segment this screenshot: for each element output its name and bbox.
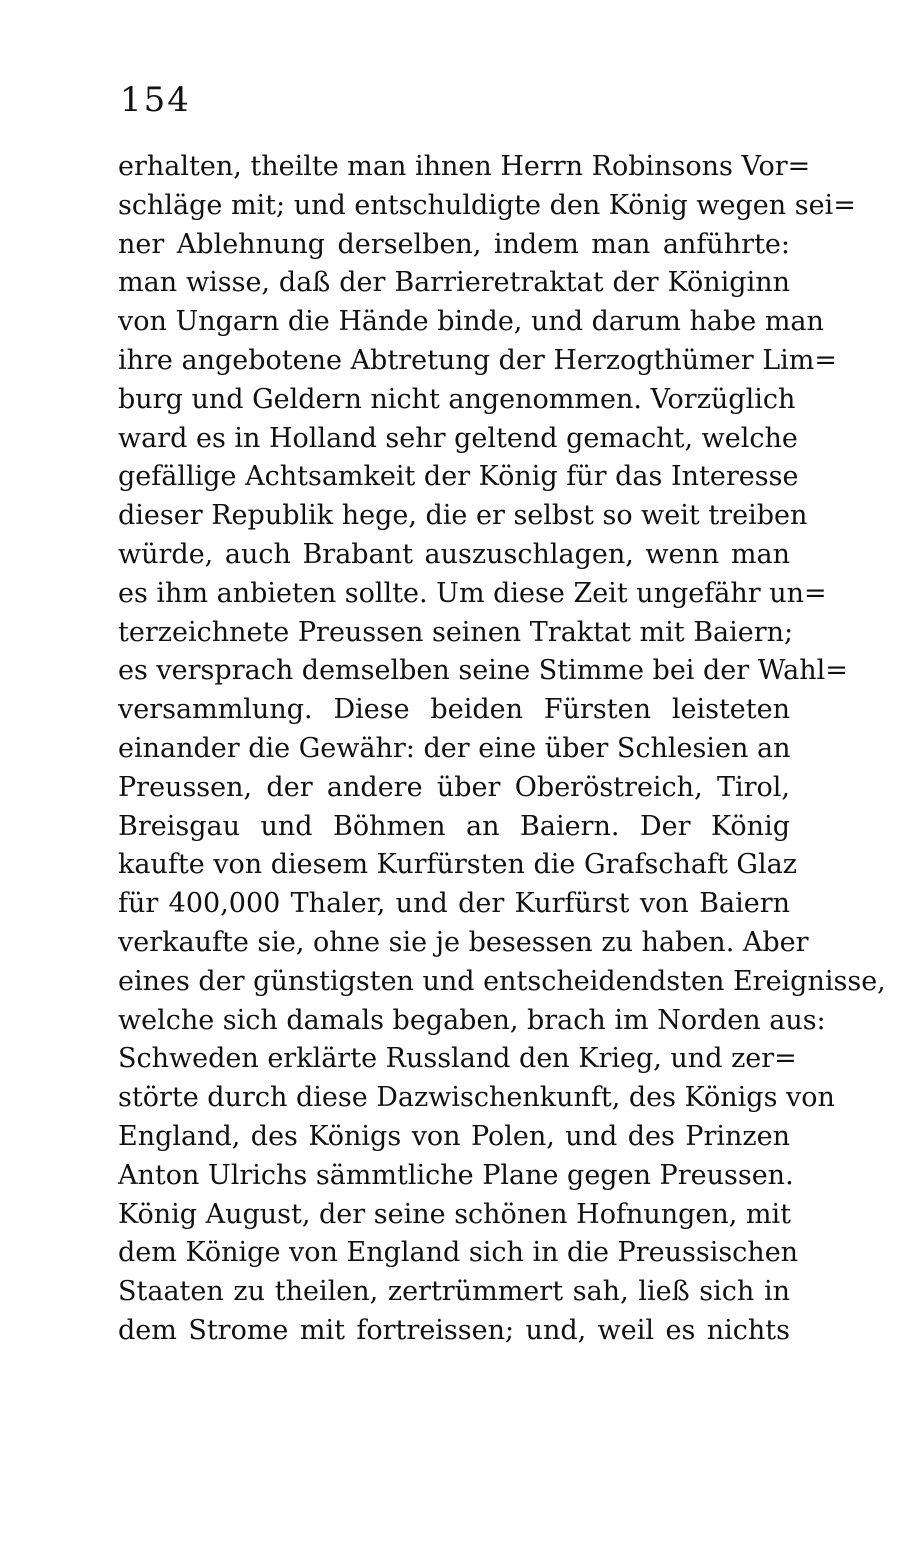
text-line: verkaufte sie, ohne sie je besessen zu haben. Aber [118,926,809,958]
text-line: König August, der seine schönen Hofnungen, mit [118,1198,792,1230]
body-text [118,148,886,1351]
text-line: Breisgau und Böhmen an Baiern. Der König [118,810,790,842]
text-line: man wisse, daß der Barrieretraktat der Königinn [118,267,790,299]
text-line: versammlung. Diese beiden Fürsten leisteten [118,694,790,726]
text-line: terzeichnete Preussen seinen Traktat mit Baiern; [118,616,794,648]
page-number: 154 [120,80,191,120]
text-line: gefällige Achtsamkeit der König für das Interesse [118,461,799,493]
text-line: Preussen, der andere über Oberöstreich, Tirol, [118,771,790,803]
text-line: würde, auch Brabant auszuschlagen, wenn man [118,538,790,570]
text-line: von Ungarn die Hände binde, und darum habe man [118,306,824,338]
text-line: ward es in Holland sehr geltend gemacht, welche [118,422,798,454]
text-line: England, des Königs von Polen, und des Prinzen [118,1120,790,1152]
text-line: welche sich damals begaben, brach im Norden aus: [118,1004,826,1036]
text-line: für 400,000 Thaler, und der Kurfürst von Baiern [118,888,790,920]
text-line: ihre angebotene Abtretung der Herzogthümer Lim= [118,344,838,376]
text-line: Staaten zu theilen, zertrümmert sah, ließ sich in [118,1276,790,1308]
text-line: kaufte von diesem Kurfürsten die Grafschaft Glaz [118,849,797,881]
text-line: dieser Republik hege, die er selbst so weit treiben [118,500,808,532]
text-line: dem Könige von England sich in die Preussischen [118,1237,799,1269]
text-line: einander die Gewähr: der eine über Schlesien an [118,732,791,764]
text-line: burg und Geldern nicht angenommen. Vorzüglich [118,383,796,415]
text-line: dem Strome mit fortreissen; und, weil es nichts [118,1314,790,1346]
text-line: schläge mit; und entschuldigte den König wegen sei= [118,189,856,221]
text-line: eines der günstigsten und entscheidendsten Ereignisse, [118,965,886,997]
text-line: störte durch diese Dazwischenkunft, des Königs von [118,1082,835,1114]
text-line: Anton Ulrichs sämmtliche Plane gegen Preussen. [118,1159,794,1191]
text-line: erhalten, theilte man ihnen Herrn Robinsons Vor= [118,151,811,182]
text-line: ner Ablehnung derselben, indem man anführte: [118,228,790,260]
text-line: Schweden erklärte Russland den Krieg, und zer= [118,1043,797,1075]
text-line: es ihm anbieten sollte. Um diese Zeit ungefähr un= [118,577,827,609]
text-line: es versprach demselben seine Stimme bei der Wahl= [118,655,848,687]
